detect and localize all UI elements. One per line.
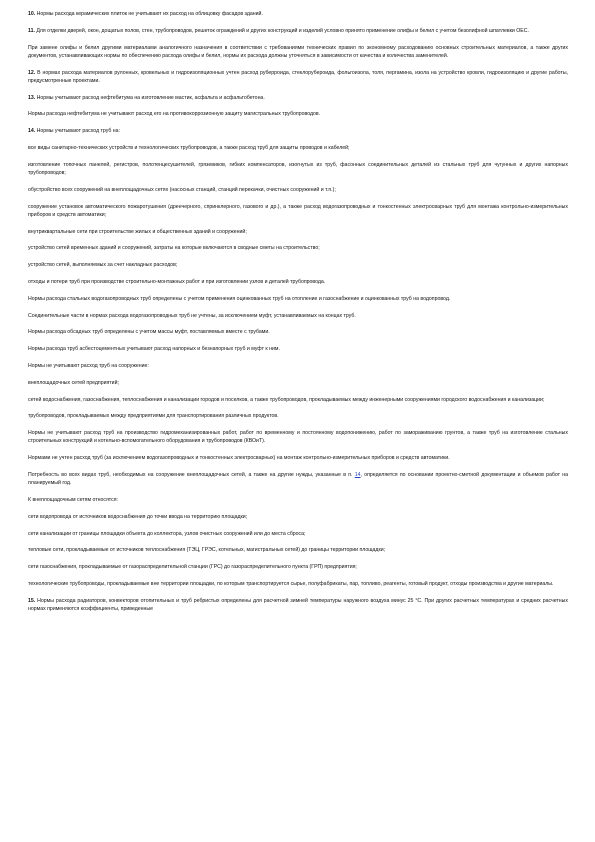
clause-number: 14. [28,128,36,135]
paragraph [28,144,568,152]
paragraph-text: внеплощадочных сетей предприятий; [28,379,119,386]
paragraph [28,379,568,387]
paragraph-text: Нормы расхода керамических плиток не учитывают их расход на облицовку фасадов зданий. [36,11,263,17]
clause-number: 11. [28,27,35,34]
paragraph-text: Нормы расхода нефтебитума не учитывают расход его на противокоррозионную защиту магистральных трубопроводов. [28,111,321,118]
paragraph [28,563,568,571]
paragraph [28,471,568,487]
paragraph-text: отходы и потери труб при производстве строительно-монтажных работ и при изготовлении узлов и деталей трубопровода. [28,278,326,285]
paragraph-text: устройство сетей, выполняемых за счет накладных расходов; [28,262,178,269]
paragraph-text: сетей водоснабжения, газоснабжения, теплоснабжения и канализации городов и поселков, а также трубопроводов, прокладываемых между инженерными сооружениями городского водоснабжения и канализации; [28,396,545,403]
paragraph [28,278,568,286]
paragraph [28,203,568,219]
paragraph [28,110,568,118]
paragraph-text: устройство сетей временных зданий и сооружений, затраты на которые включаются в сводные сметы на строительство; [28,245,320,252]
paragraph-text: Нормы не учитывают расход труб на сооружение: [28,362,149,369]
paragraph-text: Нормы расхода труб асбестоцементных учитывают расход напорных и безнапорных труб и муфт к ним. [28,346,280,353]
paragraph [28,429,568,445]
paragraph [28,580,568,588]
clause-number: 13. [28,94,36,101]
paragraph [28,396,568,404]
paragraph-text: технологические трубопроводы, прокладываемые вне территории площадки, по которым транспортируется сырье, полуфабрикаты, пар, топливо, реагенты, готовый продукт, отходы производства и другие материалы. [28,580,554,587]
paragraph-text: К внеплощадочным сетям относятся: [28,496,118,503]
paragraph-text: , определяется по основании проектно-сметной документации и объемов работ на планируемый год. [28,471,568,487]
paragraph-11 [28,27,568,35]
paragraph [28,412,568,420]
paragraph-text: Нормами не учтен расход труб (за исключением водогазопроводных и тонкостенных электросварных) на монтаж контрольно-измерительных приборов и средств автоматики. [28,455,450,462]
paragraph-text: Нормы расхода обсадных труб определены с учетом массы муфт, поставляемых вместе с трубами. [28,329,270,336]
paragraph [28,530,568,538]
paragraph-text: Нормы учитывают расход нефтебитума на изготовление мастик, асфальта и асфальтобетона. [36,94,265,101]
paragraph [28,362,568,370]
paragraph [28,186,568,194]
paragraph-text: Нормы учитывают расход труб на: [36,128,120,135]
paragraph-text: При замене олифы и белил другими материалами аналогичного назначения в соответствии с требованиями технических правил по экономному расходованию основных строительных материалов, а также других документов, устанавливающих нормы по обеспечению расхода олифы и белил, нормы их расхода должны уточняться в зависимости от качества и количества заменителей. [28,44,568,59]
paragraph-10 [28,10,568,18]
document-page [28,10,568,619]
paragraph-text: Нормы расхода стальных водогазопроводных труб определены с учетом применения оцинкованных труб на отопление и газоснабжение и оцинкованных труб на водопровод. [28,295,451,302]
clause-number: 10. [28,11,36,17]
paragraph-text: сети канализации от границы площадки объекта до коллектора, узлов очистных сооружений или до места сброса; [28,530,306,537]
paragraph-text: все виды санитарно-технических устройств и технологических трубопроводов, а также расход труб для защиты проводов и кабелей; [28,144,350,151]
paragraph-text: Потребность во всех видах труб, необходимых на сооружение внеплощадочных сетей, а также на другие нужды, указанные в п. [28,471,353,478]
paragraph [28,228,568,236]
paragraph-text: сети водопровода от источников водоснабжения до точки ввода на территорию площадки; [28,513,248,520]
paragraph [28,244,568,252]
paragraph-13 [28,94,568,102]
paragraph [28,161,568,177]
paragraph [28,345,568,353]
paragraph-text: В нормах расхода материалов рулонных, кровельных и гидроизоляционных учтен расход руберроида, стеклорубероида, фольгоизола, толя, пергамина, изола на устройство кровли, гидроизоляцию и другие работы, предусмотренные проектами. [28,69,568,84]
paragraph [28,312,568,320]
paragraph-text: Для отделки дверей, окон, дощатых полов, стен, трубопроводов, решеток ограждений и других конструкций и изделий условно принято применение олифы и белил с учетом безолифной шпатлевки ОЕС. [36,27,529,34]
paragraph-text: сети газоснабжения, прокладываемые от газораспределительной станции (ГРС) до газораспределительного пункта (ГРП) предприятия; [28,564,357,571]
paragraph-14 [28,127,568,135]
paragraph-text: внутриквартальные сети при строительстве жилых и общественных зданий и сооружений; [28,228,247,235]
paragraph-text: Нормы не учитывают расход труб на производство гидромеханизированных работ, работ по временному и постоянному водопонижению, работ по замораживанию грунтов, а также труб на изготовление стальных строительных конструкций и котельно-вспомогательного оборудования и трубопроводов (КВОиТ). [28,430,568,445]
paragraph [28,496,568,504]
paragraph-text: обустройство всех сооружений на внеплощадочных сетях (насосных станций, станций перекачки, очистных сооружений и т.п.); [28,186,336,193]
clause-number: 12. [28,69,36,76]
paragraph [28,513,568,521]
paragraph-text: тепловые сети, прокладываемые от источников теплоснабжения (ТЭЦ, ГРЭС, котельных, магистральных сетей) до границы территории площадки; [28,547,386,554]
paragraph-12 [28,69,568,85]
paragraph [28,328,568,336]
paragraph [28,44,568,60]
paragraph-text: Нормы расхода радиаторов, конвекторов отопительных и труб ребристых определены для расчетной зимней температуры наружного воздуха минус 25 °С. При других расчетных температурах и средних расчетных нормах применяются коэффициенты, приведенные [28,597,568,612]
clause-number: 15. [28,597,36,604]
paragraph [28,546,568,554]
paragraph-text: Соединительные части в нормах расхода водогазопроводных труб не учтены, за исключением муфт, устанавливаемых на концах труб. [28,312,356,319]
paragraph-text: изготовление топочных панелей, регистров, полотенцесушителей, грязевиков, гибких компенсаторов, изогнутых из труб, фасонных соединительных деталей из стальных труб для чугунных и других напорных трубопроводов; [28,161,568,176]
paragraph-text: сооружение установок автоматического пожаротушения (дренчерного, спринклерного, газового и др.), а также расход водогазопроводных и тонкостенных электросварных труб для монтажа контрольно-измерительных приборов и средств автоматики; [28,203,568,218]
paragraph-text: трубопроводов, прокладываемых между предприятиями для транспортирования различных продуктов. [28,413,279,420]
paragraph-15 [28,597,568,613]
clause-14-link[interactable]: 14 [354,471,361,478]
paragraph [28,295,568,303]
paragraph [28,454,568,462]
paragraph [28,261,568,269]
